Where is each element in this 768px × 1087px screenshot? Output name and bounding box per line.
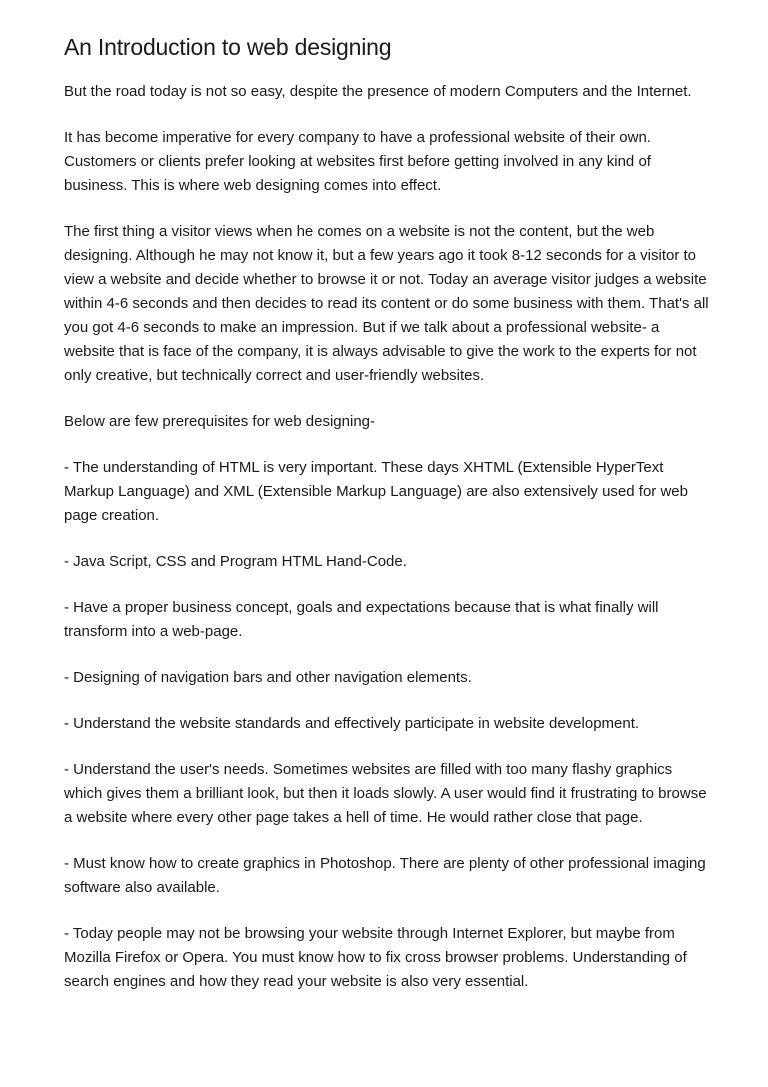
document-title: An Introduction to web designing: [64, 34, 392, 60]
paragraph-intro: But the road today is not so easy, despite the presence of modern Computers and the Internet.: [64, 83, 692, 100]
list-item: - Today people may not be browsing your website through Internet Explorer, but maybe from Mozilla Firefox or Opera. You must know how to fix cross browser problems. Understanding of search engines and how they read your website is also very essential.: [64, 925, 687, 990]
list-item: - Must know how to create graphics in Photoshop. There are plenty of other professional imaging software also available.: [64, 855, 706, 896]
document-page: [64, 30, 714, 994]
list-item: - Understand the website standards and effectively participate in website development.: [64, 715, 640, 732]
paragraph-imperative: It has become imperative for every company to have a professional website of their own. Customers or clients prefer looking at websites first before getting involved in any kind of business. This is where web designing comes into effect.: [64, 129, 651, 194]
list-item: - Java Script, CSS and Program HTML Hand-Code.: [64, 553, 407, 570]
list-item: - The understanding of HTML is very important. These days XHTML (Extensible HyperText Markup Language) and XML (Extensible Markup Language) are also extensively used for web page creation.: [64, 459, 688, 524]
list-item: - Designing of navigation bars and other navigation elements.: [64, 669, 472, 686]
list-item: - Understand the user's needs. Sometimes websites are filled with too many flashy graphics which gives them a brilliant look, but then it loads slowly. A user would find it frustrating to browse a website where every other page takes a hell of time. He would rather close that page.: [64, 761, 707, 826]
paragraph-prerequisites-heading: Below are few prerequisites for web designing-: [64, 413, 375, 430]
list-item: - Have a proper business concept, goals and expectations because that is what finally will transform into a web-page.: [64, 599, 659, 640]
paragraph-first-impression: The first thing a visitor views when he comes on a website is not the content, but the web designing. Although he may not know it, but a few years ago it took 8-12 seconds for a visitor to view a website and decide whether to browse it or not. Today an average visitor judges a website within 4-6 seconds and then decides to read its content or do some business with them. That's all you got 4-6 seconds to make an impression. But if we talk about a professional website- a website that is face of the company, it is always advisable to give the work to the experts for not only creative, but technically correct and user-friendly websites.: [64, 223, 709, 384]
